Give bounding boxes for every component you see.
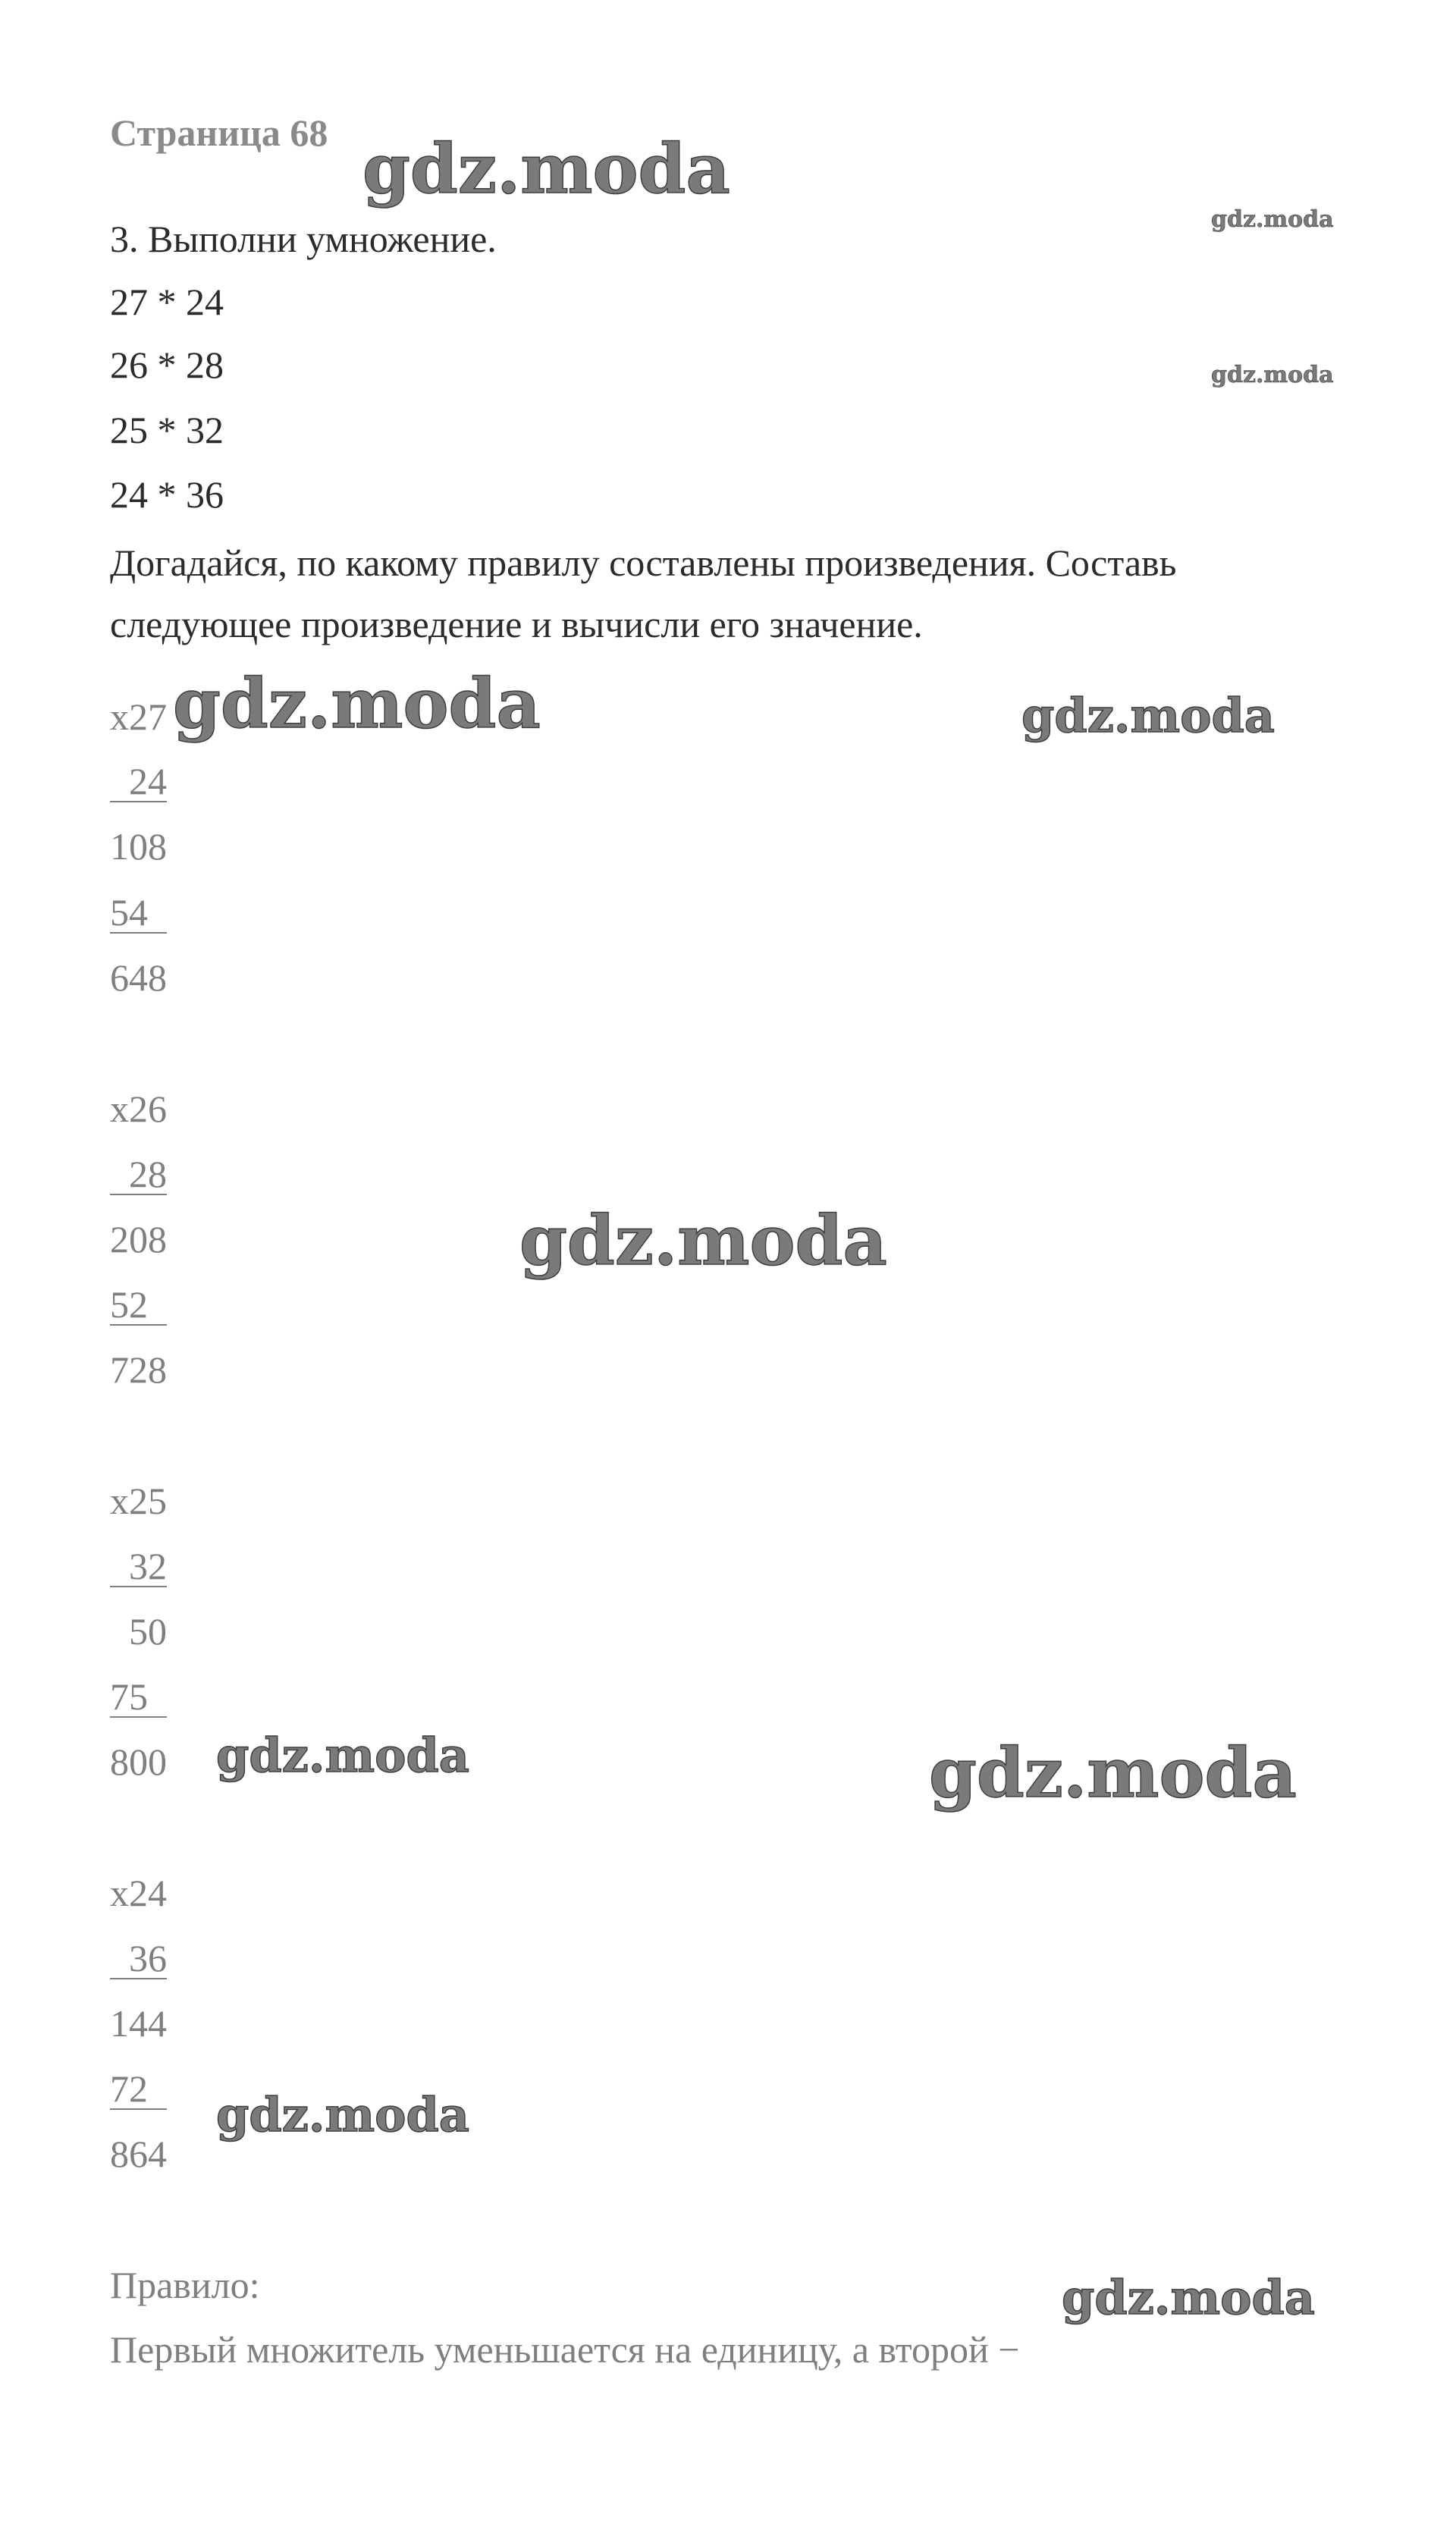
watermark: gdz.moda (929, 1733, 1297, 1813)
calc-multiplier: 28 (110, 1153, 167, 1195)
watermark: gdz.moda (362, 129, 730, 209)
watermark: gdz.moda (1021, 688, 1275, 743)
expression: 24 * 36 (110, 473, 224, 516)
task-heading: 3. Выполни умножение. (110, 218, 497, 260)
calc-partial-product: 50 (110, 1610, 167, 1653)
calc-result: 864 (110, 2133, 167, 2175)
watermark: gdz.moda (1211, 362, 1334, 388)
calc-result: 648 (110, 956, 167, 999)
calc-partial-product: 52 (110, 1283, 167, 1326)
calc-multiplier: 36 (110, 1937, 167, 1979)
instruction-line: следующее произведение и вычисли его значение. (110, 603, 923, 645)
calc-partial-product: 208 (110, 1218, 167, 1260)
calc-partial-product: 54 (110, 891, 167, 934)
watermark: gdz.moda (216, 1728, 469, 1783)
rule-label: Правило: (110, 2264, 260, 2306)
calc-result: 728 (110, 1348, 167, 1391)
watermark: gdz.moda (519, 1201, 887, 1281)
calc-multiplicand: x27 (110, 695, 167, 738)
calc-multiplicand: x26 (110, 1088, 167, 1130)
watermark: gdz.moda (216, 2087, 469, 2142)
calc-partial-product: 144 (110, 2002, 167, 2045)
instruction-line: Догадайся, по какому правилу составлены произведения. Составь (110, 541, 1177, 584)
expression: 26 * 28 (110, 344, 224, 386)
rule-text: Первый множитель уменьшается на единицу, а второй − (110, 2328, 1020, 2371)
calc-multiplier: 32 (110, 1545, 167, 1587)
watermark: gdz.moda (1062, 2270, 1315, 2325)
calc-partial-product: 108 (110, 825, 167, 868)
calc-multiplier: 24 (110, 760, 167, 802)
watermark: gdz.moda (173, 664, 541, 744)
calc-partial-product: 75 (110, 1675, 167, 1718)
watermark: gdz.moda (1211, 206, 1334, 233)
expression: 25 * 32 (110, 409, 224, 451)
expression: 27 * 24 (110, 281, 224, 323)
calc-partial-product: 72 (110, 2067, 167, 2110)
calc-multiplicand: x25 (110, 1480, 167, 1522)
page-title: Страница 68 (110, 111, 328, 154)
calc-result: 800 (110, 1741, 167, 1783)
calc-multiplicand: x24 (110, 1872, 167, 1914)
